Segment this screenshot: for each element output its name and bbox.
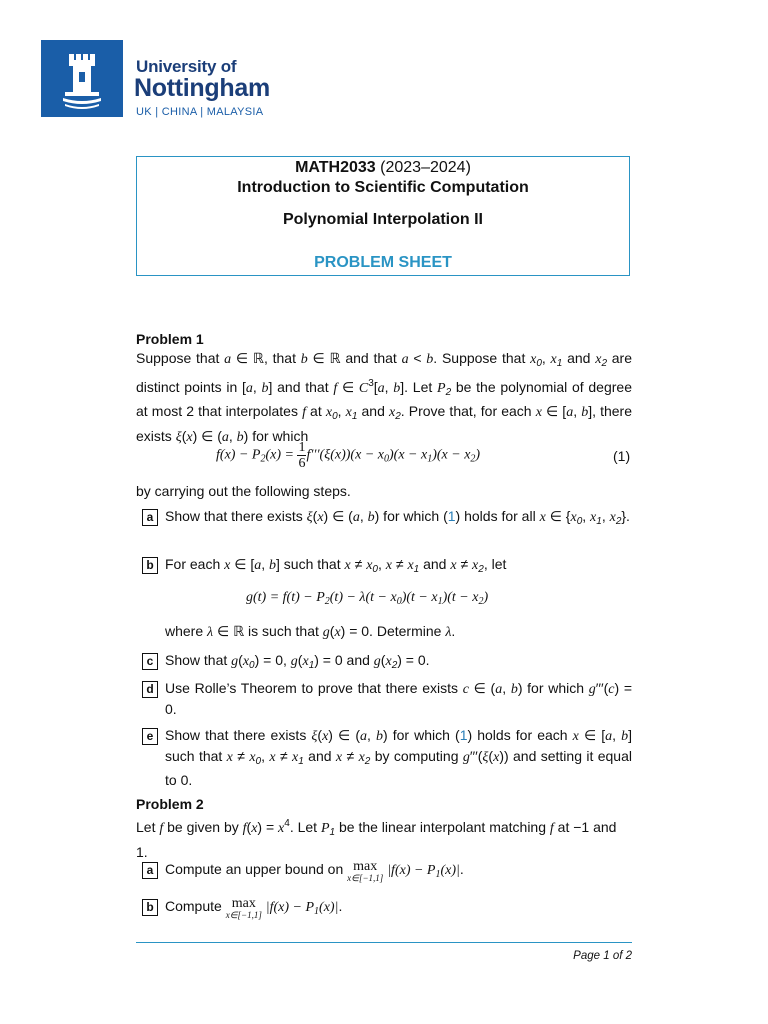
part-tag-a: a xyxy=(142,509,158,526)
problem1-part-d: d Use Rolle’s Theorem to prove that there exists c ∈ (a, b) for which g′′′(c) = 0. xyxy=(142,679,632,719)
university-logo xyxy=(41,40,123,117)
problem1-part-c: c Show that $g(x_0) = 0$, $g(x_1) = 0$ and $g(x_2) = 0$. xyxy=(142,651,632,676)
equation-number: (1) xyxy=(613,448,631,464)
problem1-part-b: b For each x ∈ [a, b] such that $x \ne x_0$, $x \ne x_1$ and $x \ne x_2$, let xyxy=(142,555,632,580)
part-tag-c: c xyxy=(142,653,158,670)
equation-g: $g(t) = f(t) - P_2(t) - \lambda(t - x_0)(t - x_1)(t - x_2)$ xyxy=(246,590,489,607)
course-line xyxy=(137,159,629,177)
university-name-line2: Nottingham xyxy=(134,74,270,102)
sheet-label: PROBLEM SHEET xyxy=(314,254,452,271)
course-code: MATH2033 xyxy=(295,159,376,176)
equation-1: $f(x) - P_2(x)$ = $\frac{1}{6}$ $f'''(\xi(x))(x - x_0)(x - x_1)(x - x_2)$ xyxy=(216,440,481,471)
problem1-part-b-cont: where λ ∈ ℝ is such that g(x) = 0. Determine λ. xyxy=(165,623,456,640)
part-tag-d: d xyxy=(142,681,158,698)
footer-rule xyxy=(136,942,632,943)
part-tag-b2: b xyxy=(142,899,158,916)
topic-title: Polynomial Interpolation II xyxy=(282,211,483,228)
title-box xyxy=(136,156,630,276)
problem1-part-a: a Show that there exists ξ(x) ∈ (a, b) for which (1) holds for all x ∈ {$x_0$, $x_1$, $x_2$}. xyxy=(142,507,632,532)
problem2-part-b: b Compute max x∈[−1,1] $|f(x) - P_1(x)|$. xyxy=(142,897,632,922)
steps-intro: by carrying out the following steps. xyxy=(136,483,351,499)
part-tag-e: e xyxy=(142,728,158,745)
part-tag-a2: a xyxy=(142,862,158,879)
part-tag-b: b xyxy=(142,557,158,574)
problem1-part-e: e Show that there exists ξ(x) ∈ (a, b) for which (1) holds for each x ∈ [a, b] such that $x \ne x_0$, $x \ne x_1$ and $x \ne x_2$ by computing g′′′(ξ(x)) and setting it equal to 0. xyxy=(142,726,632,791)
course-year: (2023–2024) xyxy=(380,159,471,176)
problem1-statement: Suppose that a ∈ ℝ, that b ∈ ℝ and that a < b. Suppose that $x_0$, $x_1$ and $x_2$ are distinct points in [a, b] and that f ∈ $C^3[a$, b]. Let $P_2$ be the polynomial of degree at most 2 that interpolates f at $x_0$, $x_1$ and $x_2$. Prove that, for each x ∈ [a, b], there exists ξ(x) ∈ (a, b) for which xyxy=(136,350,632,445)
course-title: Introduction to Scientific Computation xyxy=(237,179,529,196)
problem2-heading: Problem 2 xyxy=(136,796,204,812)
page-number: Page 1 of 2 xyxy=(573,950,632,962)
campus-list: UK | CHINA | MALAYSIA xyxy=(136,106,264,118)
problem2-part-a: a Compute an upper bound on max x∈[−1,1] $|f(x) - P_1(x)|$. xyxy=(142,860,632,885)
problem1-heading: Problem 1 xyxy=(136,331,204,347)
problem2-statement: Let f be given by $f(x) = x^4$. Let $P_1$ be the linear interpolant matching f at −1 and 1. xyxy=(136,818,617,860)
castle-crest-icon xyxy=(41,40,123,117)
university-name-line1: University of xyxy=(136,57,237,76)
